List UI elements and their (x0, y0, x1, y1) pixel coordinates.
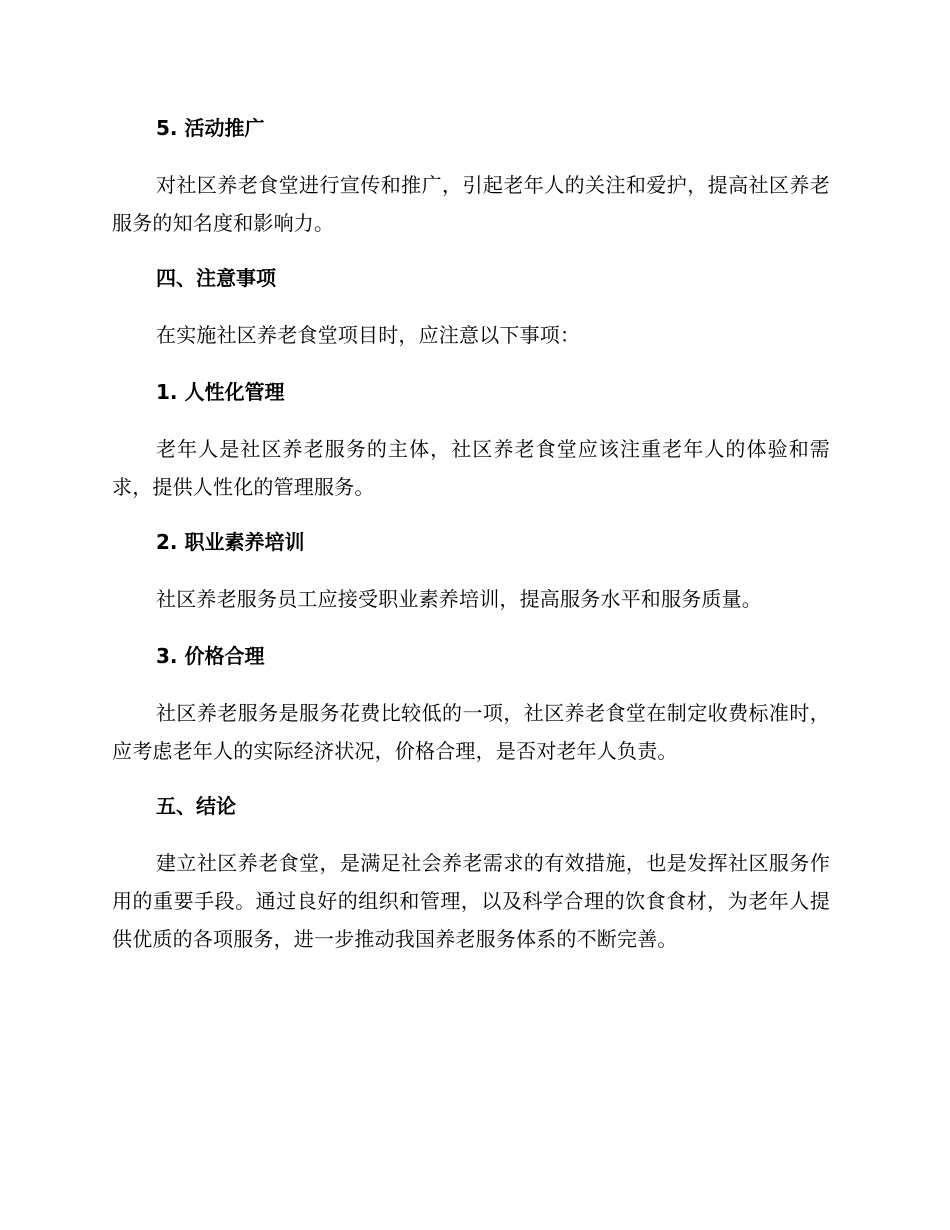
paragraph-professional-training: 社区养老服务员工应接受职业素养培训，提高服务水平和服务质量。 (156, 587, 762, 611)
section-heading-activity-promotion: 5. 活动推广 (156, 116, 265, 140)
section-heading-professional-training: 2. 职业素养培训 (156, 530, 305, 554)
paragraph-humanized-management: 老年人是社区养老服务的主体，社区养老食堂应该注重老年人的体验和需求，提供人性化的管理服务。 (112, 437, 830, 499)
section-heading-humanized-management: 1. 人性化管理 (156, 380, 285, 404)
paragraph-activity-promotion: 对社区养老食堂进行宣传和推广，引起老年人的关注和爱护，提高社区养老服务的知名度和影响力。 (112, 173, 830, 235)
paragraph-precautions-intro: 在实施社区养老食堂项目时，应注意以下事项： (156, 323, 581, 347)
paragraph-reasonable-price: 社区养老服务是服务花费比较低的一项，社区养老食堂在制定收费标准时，应考虑老年人的实际经济状况，价格合理，是否对老年人负责。 (112, 701, 830, 763)
paragraph-conclusion: 建立社区养老食堂，是满足社会养老需求的有效措施，也是发挥社区服务作用的重要手段。通过良好的组织和管理，以及科学合理的饮食食材，为老年人提供优质的各项服务，进一步推动我国养老服务体系的不断完善。 (112, 851, 830, 951)
document-body (112, 112, 830, 978)
section-heading-conclusion: 五、结论 (156, 794, 236, 818)
section-heading-reasonable-price: 3. 价格合理 (156, 644, 265, 668)
section-heading-precautions: 四、注意事项 (156, 266, 276, 290)
